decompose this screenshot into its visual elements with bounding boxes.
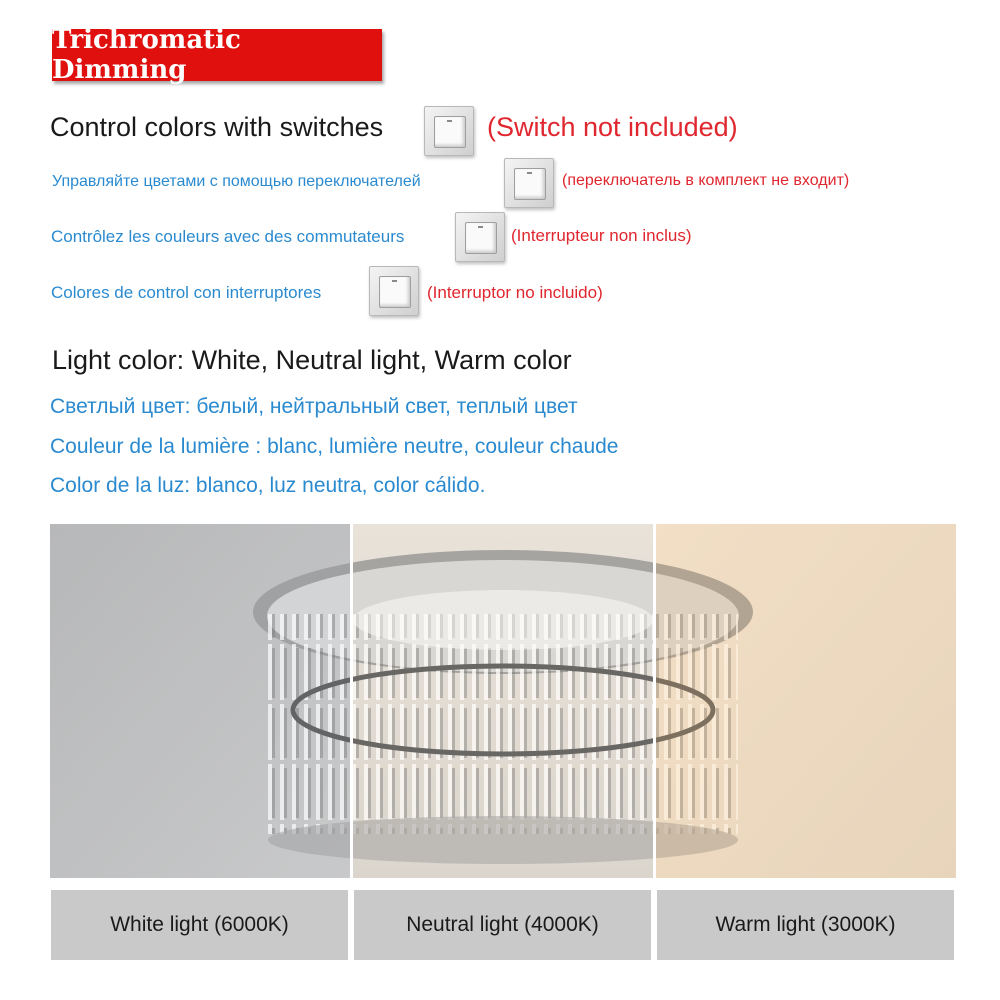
caption-neutral-light: Neutral light (4000K) [354, 890, 651, 960]
switch-text-es: Colores de control con interruptores [51, 283, 322, 302]
switch-text-ru: Управляйте цветами с помощью переключателей [52, 173, 421, 190]
light-color-en: Light color: White, Neutral light, Warm color [52, 345, 572, 375]
banner-title: Trichromatic Dimming [52, 29, 382, 81]
wall-switch-icon [455, 212, 505, 262]
switch-text-en: Control colors with switches [50, 112, 384, 142]
wall-switch-icon [369, 266, 419, 316]
switch-note-fr: (Interrupteur non inclus) [511, 226, 692, 245]
wall-switch-icon [424, 106, 474, 156]
switch-note-es: (Interruptor no incluido) [427, 283, 603, 302]
light-color-es: Color de la luz: blanco, luz neutra, color cálido. [50, 474, 486, 497]
switch-note-en: (Switch not included) [487, 112, 738, 142]
wall-switch-icon [504, 158, 554, 208]
switch-note-ru: (переключатель в комплект не входит) [562, 172, 850, 189]
caption-warm-light: Warm light (3000K) [657, 890, 954, 960]
switch-text-fr: Contrôlez les couleurs avec des commutateurs [51, 227, 405, 246]
light-color-fr: Couleur de la lumière : blanc, lumière neutre, couleur chaude [50, 435, 619, 458]
chandelier-photo [50, 524, 956, 878]
caption-white-light: White light (6000K) [51, 890, 348, 960]
light-color-ru: Светлый цвет: белый, нейтральный свет, теплый цвет [50, 395, 578, 418]
